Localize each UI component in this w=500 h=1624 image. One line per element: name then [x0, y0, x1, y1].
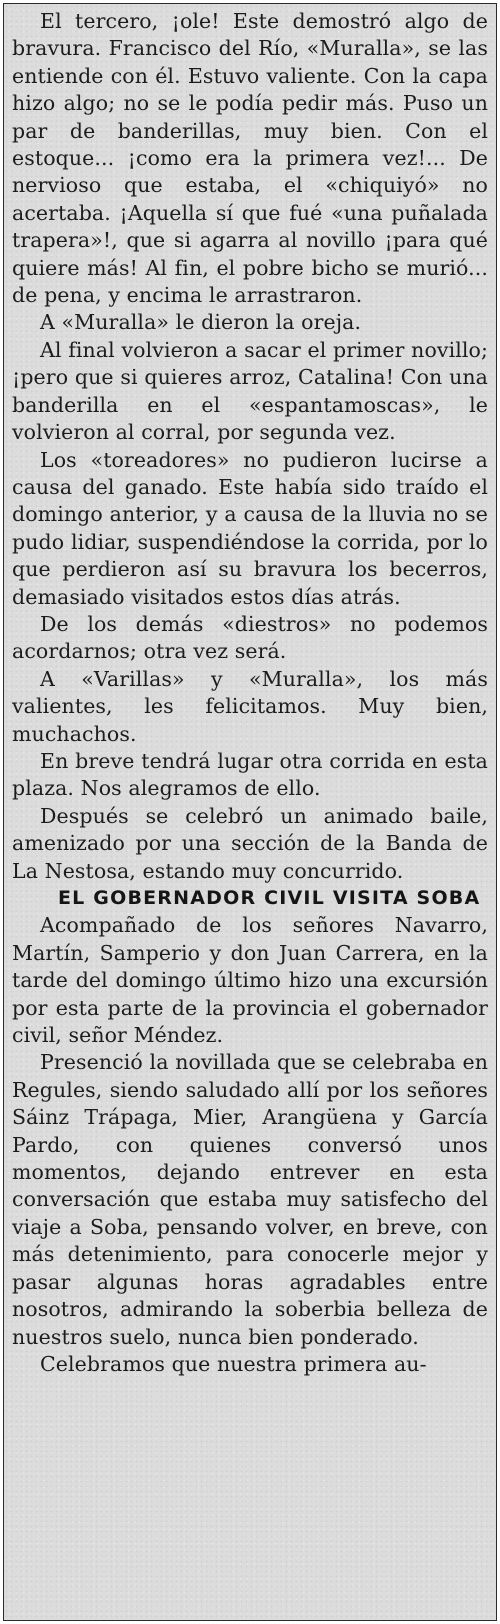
article-paragraph-5: De los demás «diestros» no podemos acordarnos; otra vez será. [12, 611, 488, 664]
article-paragraph-4: Los «toreadores» no pudieron lucirse a causa del ganado. Este había sido traído el domingo anterior, y a causa de la lluvia no se pudo lidiar, suspendiéndose la corrida, por lo que perdieron así su bravura los becerros, demasiado visitados estos días atrás. [12, 447, 488, 609]
article-paragraph-1: El tercero, ¡ole! Este demostró algo de bravura. Francisco del Río, «Muralla», se las entiende con él. Estuvo valiente. Con la capa hizo algo; no se le podía pedir más. Puso un par de banderillas, muy bien. Con el estoque... ¡como era la primera vez!... De nervioso que estaba, el «chiquiyó» no acertaba. ¡Aquella sí que fué «una puñalada trapera»!, que si agarra al novillo ¡para qué quiere más! Al fin, el pobre bicho se murió... de pena, y encima le arrastraron. [12, 9, 488, 308]
text-column [12, 8, 488, 1378]
section-paragraph-1: Acompañado de los señores Navarro, Martín, Samperio y don Juan Carrera, en la tarde del domingo último hizo una excursión por esta parte de la provincia el gobernador civil, señor Méndez. [12, 913, 488, 1048]
newspaper-clipping [3, 3, 497, 1621]
article-paragraph-6: A «Varillas» y «Muralla», los más valientes, les felicitamos. Muy bien, muchachos. [12, 666, 488, 746]
article-paragraph-3: Al final volvieron a sacar el primer novillo; ¡pero que si quieres arroz, Catalina! Con una banderilla en el «espantamoscas», le volvieron al corral, por segunda vez. [12, 337, 488, 445]
article-paragraph-8: Después se celebró un animado baile, amenizado por una sección de la Banda de La Nestosa, estando muy concurrido. [12, 803, 488, 883]
article-paragraph-2: A «Muralla» le dieron la oreja. [40, 310, 362, 335]
article-paragraph-7: En breve tendrá lugar otra corrida en esta plaza. Nos alegramos de ello. [12, 748, 488, 801]
section-paragraph-2: Presenció la novillada que se celebraba en Regules, siendo saludado allí por los señores Sáinz Trápaga, Mier, Arangüena y García Pardo, con quienes conversó unos momentos, dejando entrever en esta conversación que estaba muy satisfecho del viaje a Soba, pensando volver, en breve, con más detenimiento, para conocerle mejor y pasar algunas horas agradables entre nosotros, admirando la soberbia belleza de nuestros suelo, nunca bien ponderado. [12, 1050, 488, 1349]
section-headline: EL GOBERNADOR CIVIL VISITA SOBA [58, 887, 481, 909]
section-paragraph-3: Celebramos que nuestra primera au- [40, 1351, 427, 1376]
